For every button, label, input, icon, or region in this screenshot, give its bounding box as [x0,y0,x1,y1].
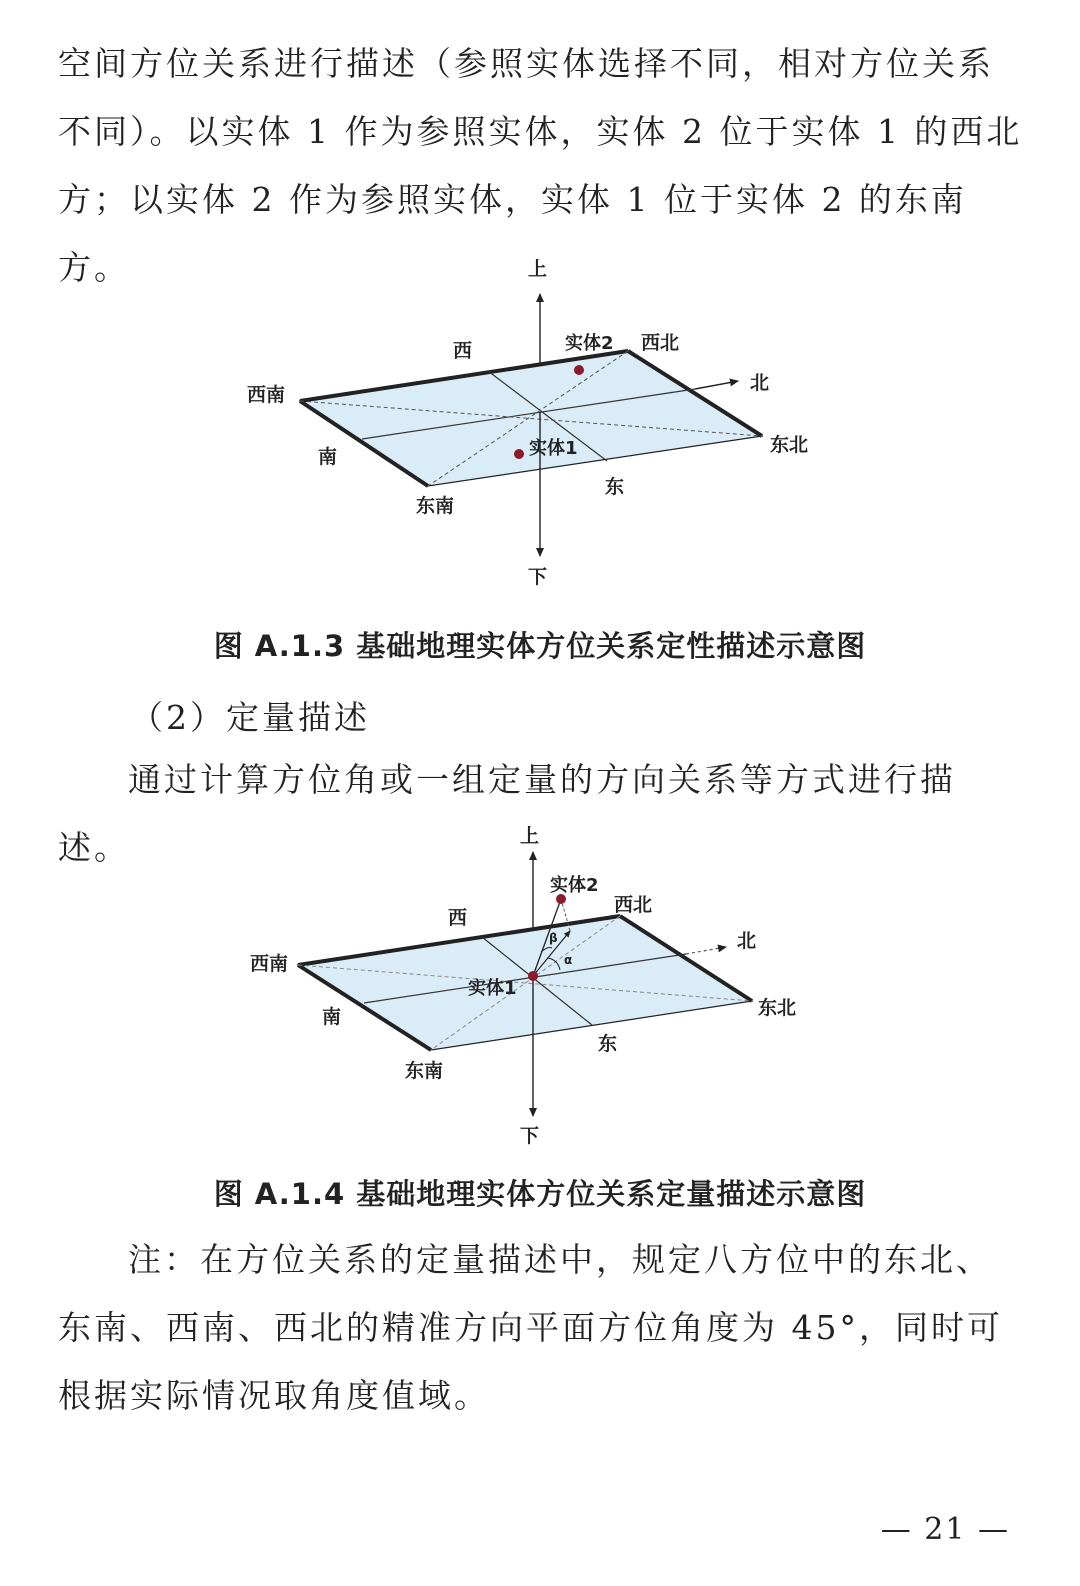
label-north: 北 [737,930,757,952]
label-south: 南 [318,446,338,468]
label-entity1: 实体1 [468,978,517,999]
label-southeast: 东南 [416,495,455,517]
label-north: 北 [750,372,770,394]
figure-qualitative-diagram [0,250,1080,600]
label-northwest: 西北 [641,332,680,354]
label-southwest: 西南 [247,384,286,406]
entity1-dot [514,449,524,459]
label-beta: β [549,931,558,945]
paragraph-quantitative: 通过计算方位角或一组定量的方向关系等方式进行描述。 [58,760,956,867]
label-southeast: 东南 [405,1060,444,1082]
north-axis [686,947,726,954]
entity2-dot [574,365,584,375]
label-west: 西 [453,340,473,362]
label-west: 西 [448,907,468,929]
figure2-caption: 图 A.1.4 基础地理实体方位关系定量描述示意图 [213,1177,867,1211]
figure1-caption: 图 A.1.3 基础地理实体方位关系定性描述示意图 [213,629,867,663]
label-east: 东 [605,476,625,498]
label-entity2: 实体2 [565,333,614,354]
paragraph-intro: 空间方位关系进行描述（参照实体选择不同，相对方位关系不同）。以实体 1 作为参照实体，实体 2 位于实体 1 的西北方；以实体 2 作为参照实体，实体 1 位于实体 2 的东南方。 [58,44,1023,287]
paragraph-note: 注：在方位关系的定量描述中，规定八方位中的东北、东南、西南、西北的精准方向平面方位角度为 45°，同时可根据实际情况取角度值域。 [58,1240,1003,1415]
label-northwest: 西北 [614,894,653,916]
north-axis [695,381,738,389]
entity1-dot [528,971,538,981]
label-northeast: 东北 [770,434,809,456]
label-south: 南 [322,1006,342,1028]
label-entity2: 实体2 [550,875,599,896]
label-down: 下 [528,566,548,588]
section-heading-quantitative: （2）定量描述 [130,698,370,737]
figure-quantitative-diagram [0,820,1080,1150]
label-down: 下 [520,1125,540,1147]
label-alpha: α [564,953,573,967]
label-east: 东 [598,1033,618,1055]
label-southwest: 西南 [250,953,289,975]
label-up: 上 [528,258,548,280]
label-up: 上 [520,825,540,847]
label-northeast: 东北 [758,997,797,1019]
label-entity1: 实体1 [529,438,578,459]
page-number: — 21 — [880,1512,1010,1547]
